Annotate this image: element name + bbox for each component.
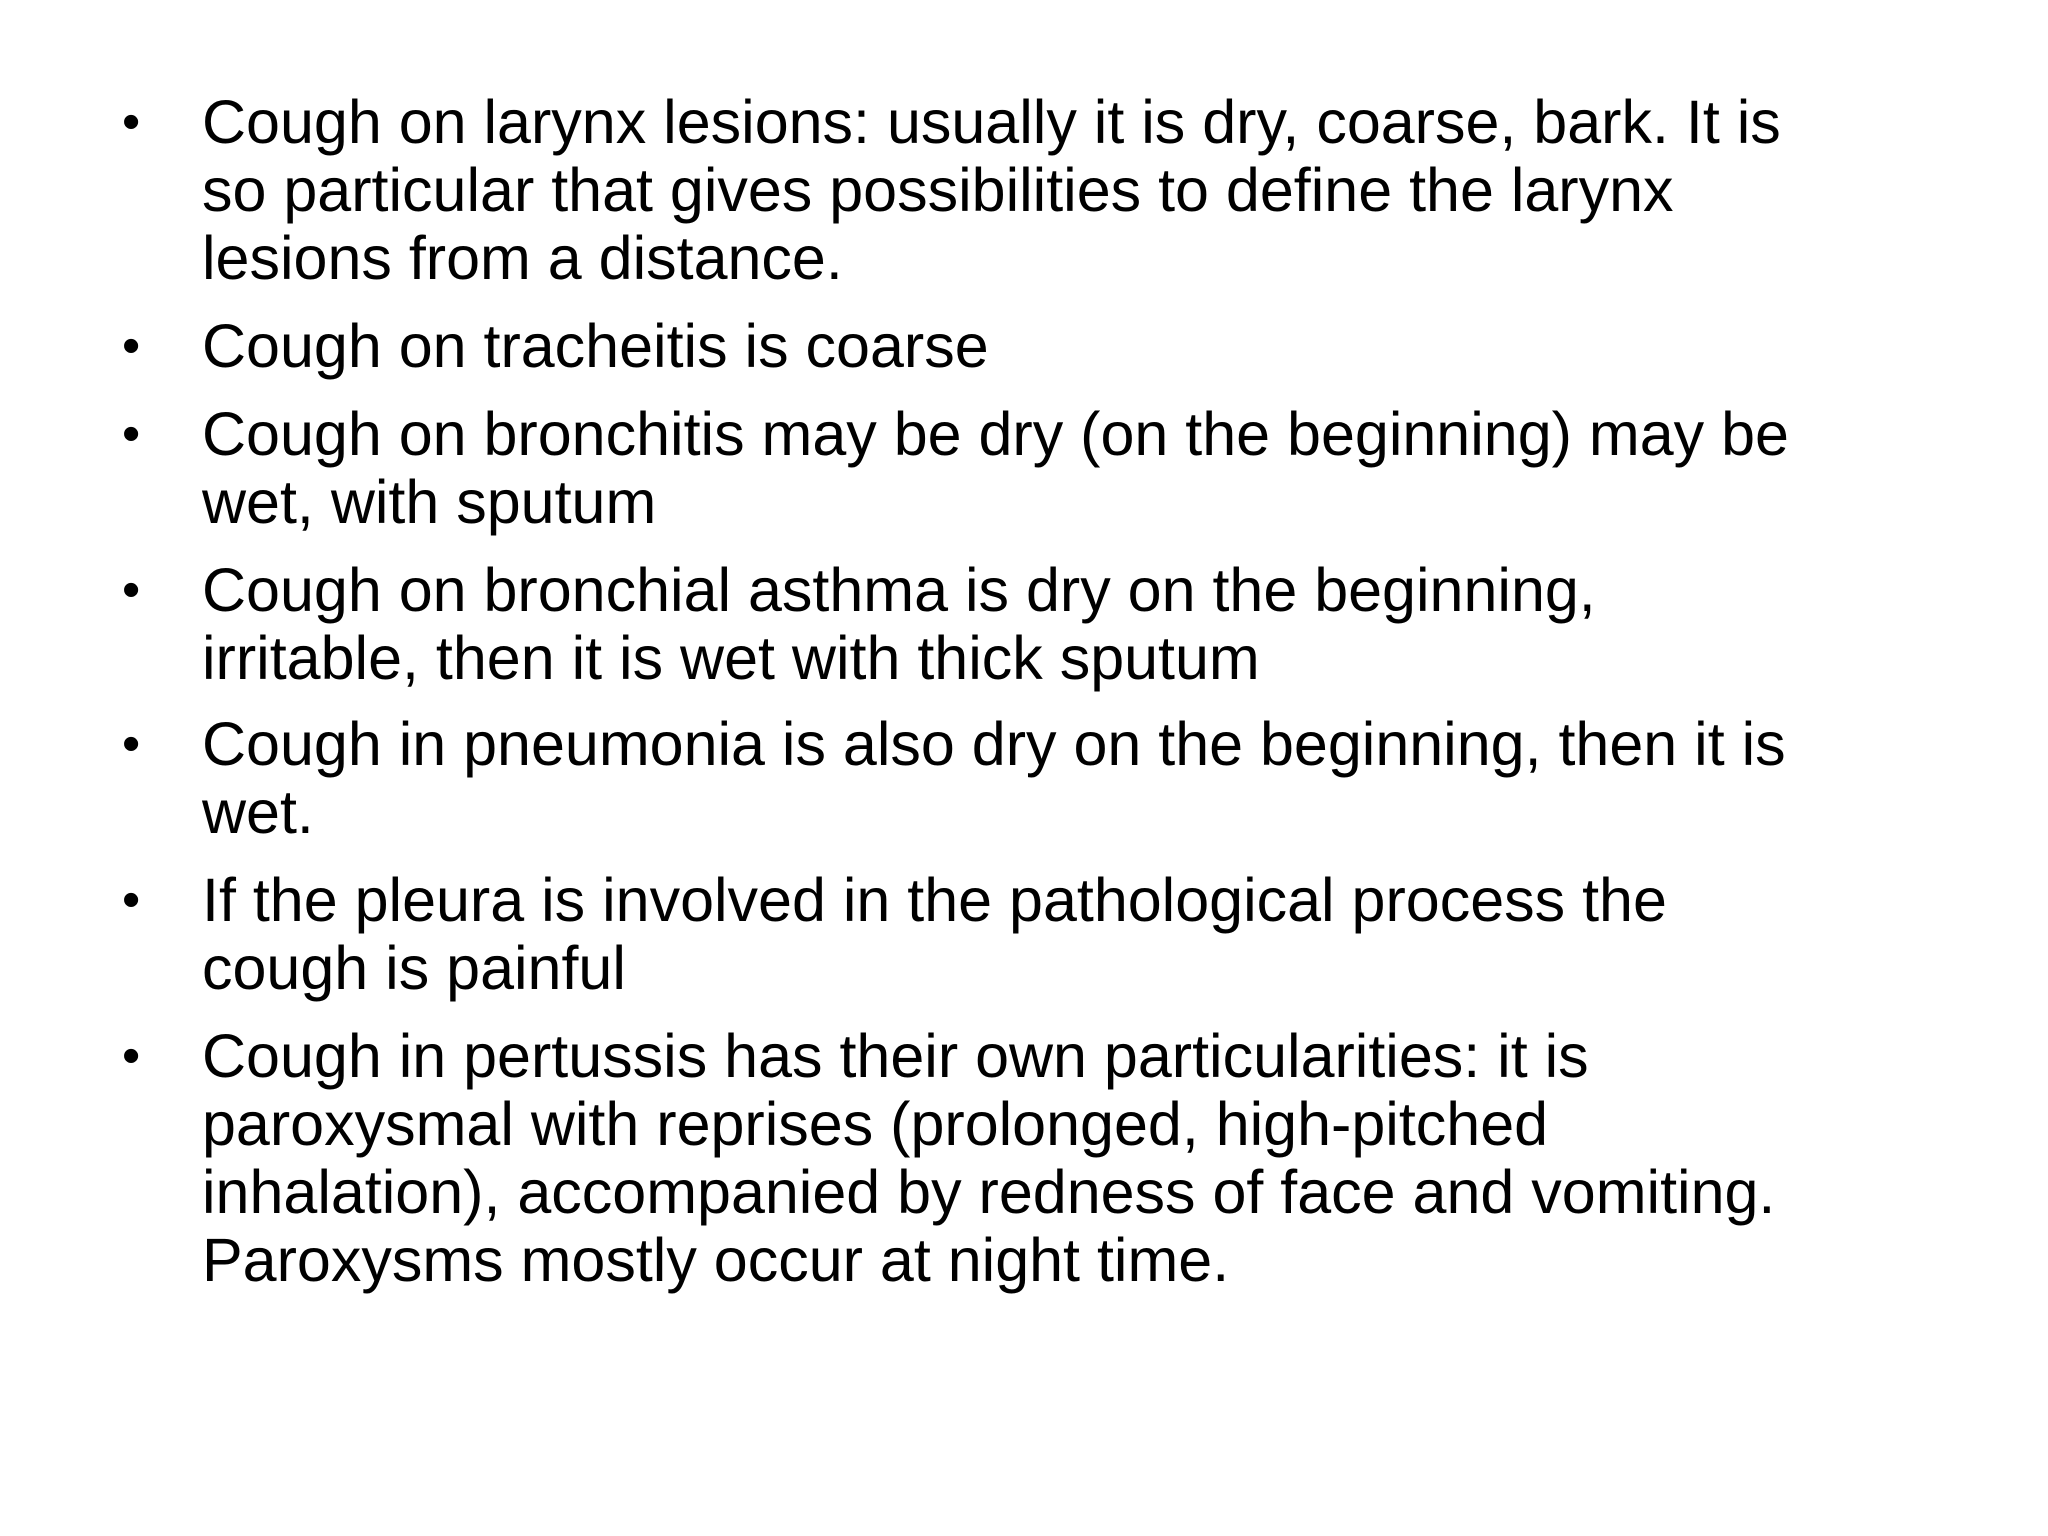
bullet-dot-icon: •	[122, 317, 141, 375]
bullet-text-line: inhalation), accompanied by redness of face and vomiting.	[202, 1158, 1776, 1226]
bullet-text-line: Cough on bronchial asthma is dry on the beginning,	[202, 556, 1596, 624]
bullet-text-line: cough is painful	[202, 934, 626, 1002]
bullet-dot-icon: •	[122, 1027, 141, 1085]
bullet-text-line: lesions from a distance.	[202, 224, 843, 292]
bullet-text-line: Cough in pertussis has their own particularities: it is	[202, 1022, 1589, 1090]
bullet-text-line: wet, with sputum	[202, 468, 657, 536]
bullet-text-line: paroxysmal with reprises (prolonged, high-pitched	[202, 1090, 1549, 1158]
bullet-text-line: wet.	[202, 778, 314, 846]
bullet-text-line: Cough in pneumonia is also dry on the beginning, then it is	[202, 710, 1786, 778]
bullet-dot-icon: •	[122, 561, 141, 619]
bullet-text-line: so particular that gives possibilities to define the larynx	[202, 156, 1674, 224]
bullet-text-line: Cough on larynx lesions: usually it is dry, coarse, bark. It is	[202, 88, 1781, 156]
bullet-dot-icon: •	[122, 871, 141, 929]
bullet-text-line: Cough on bronchitis may be dry (on the beginning) may be	[202, 400, 1789, 468]
bullet-dot-icon: •	[122, 405, 141, 463]
bullet-text-line: If the pleura is involved in the pathological process the	[202, 866, 1667, 934]
bullet-text-line: Paroxysms mostly occur at night time.	[202, 1226, 1230, 1294]
bullet-dot-icon: •	[122, 93, 141, 151]
bullet-text-line: irritable, then it is wet with thick sputum	[202, 624, 1260, 692]
bullet-text-line: Cough on tracheitis is coarse	[202, 312, 989, 380]
bullet-dot-icon: •	[122, 715, 141, 773]
